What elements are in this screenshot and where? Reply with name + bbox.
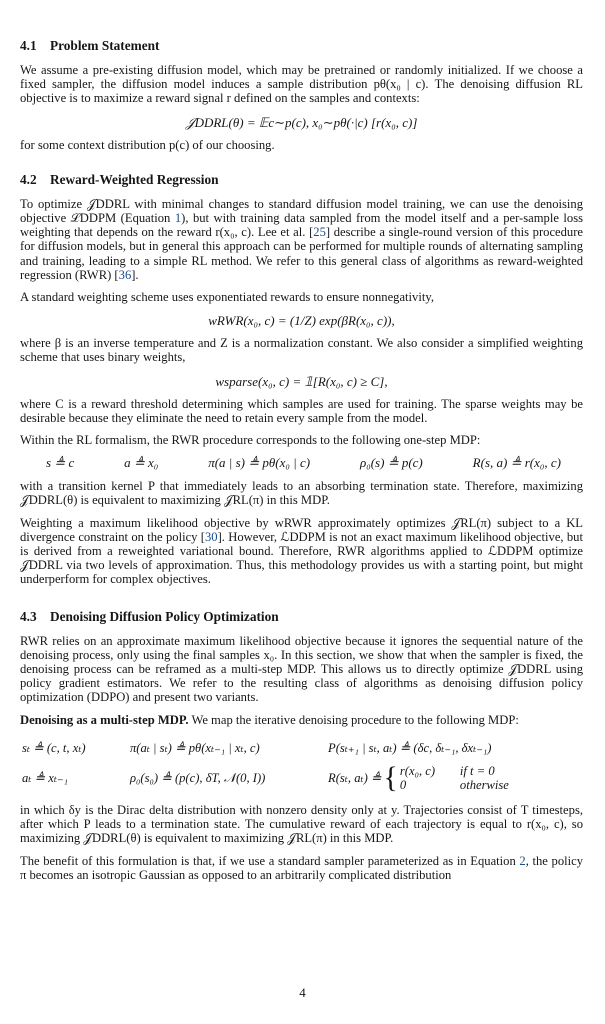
paragraph: Within the RL formalism, the RWR procedure corresponds to the following one-step MDP:	[20, 433, 481, 448]
paragraph: with a transition kernel P that immediately leads to an absorbing termination state. Therefore, maximizing 𝒥DDRL(θ) is equivalent to maximizing 𝒥RL(π) in this MDP.	[20, 479, 583, 508]
text-run: ].	[131, 267, 139, 282]
section-number: 4.3	[20, 608, 37, 624]
mdp-term: R(s, a) ≜ r(x₀, c)	[472, 455, 561, 471]
text-run: The benefit of this formulation is that, if we use a standard sampler parameterized as in Equation	[20, 853, 520, 868]
case-value: r(x₀, c)	[399, 763, 436, 778]
paragraph	[20, 197, 583, 282]
mdp-term: π(aₜ | sₜ) ≜ pθ(xₜ₋₁ | xₜ, c)	[130, 740, 260, 755]
text-run: To optimize 𝒥DDRL with minimal changes to standard diffusion model training, we can use the denoising objective ℒDDPM (Equation	[20, 196, 583, 226]
equation-rwr-weight: wRWR(x₀, c) = (1/Z) exp(βR(x₀, c)),	[208, 313, 395, 329]
section-number: 4.2	[20, 171, 37, 187]
mdp-term: aₜ ≜ xₜ₋₁	[22, 770, 68, 785]
mdp-term: sₜ ≜ (c, t, xₜ)	[22, 740, 86, 755]
section-heading-4-1	[20, 38, 583, 54]
paragraph	[20, 516, 583, 587]
paragraph: RWR relies on an approximate maximum likelihood objective because it ignores the sequential nature of the denoising process, only using the final samples x₀. In this section, we show that when the sampler is fixed, the denoising process can be reframed as a multi-step MDP. This allows us to directly optimize 𝒥DDRL using policy gradient estimators. We refer to the resulting class of algorithms as denoising diffusion policy optimization (DDPO) and present two variants.	[20, 633, 583, 705]
cases-block	[400, 764, 509, 792]
section-heading-4-3	[20, 609, 583, 625]
text-run: Weighting a maximum likelihood objective by wRWR approximately optimizes 𝒥RL(π) subject to a KL divergence constraint on the policy [	[20, 515, 583, 544]
equation-link[interactable]: 1	[174, 211, 182, 226]
mdp-row	[22, 735, 583, 761]
equation-objective: 𝒥DDRL(θ) = 𝔼c∼p(c), x₀∼pθ(·|c) [r(x₀, c)]	[185, 114, 418, 130]
equation-sparse-weight: wsparse(x₀, c) = 𝟙[R(x₀, c) ≥ C],	[215, 373, 388, 389]
mdp-row	[22, 761, 583, 795]
text-run: ]. However, ℒDDPM is not an exact maximum likelihood objective, but is derived from a reweighted variational bound. Therefore, RWR algorithms applied to ℒDDPM optimize 𝒥DDRL via two levels of approximation. Thus, this methodology provides us with a starting point, but might underperform for complex objectives.	[20, 529, 583, 587]
paragraph: where β is an inverse temperature and Z is a normalization constant. We also consider a simplified weighting scheme that uses binary weights,	[20, 336, 583, 365]
mdp-term: a ≜ x₀	[124, 455, 159, 471]
page-number: 4	[299, 985, 306, 1000]
text-run: We map the iterative denoising procedure to the following MDP:	[191, 712, 519, 727]
mdp-term: π(a | s) ≜ pθ(x₀ | c)	[208, 455, 311, 471]
citation-link[interactable]: 36	[118, 267, 132, 282]
paragraph: We assume a pre-existing diffusion model, which may be pretrained or randomly initialized. If we choose a fixed sampler, the diffusion model induces a sample distribution pθ(x₀ | c). The denoising diffusion RL objective is to maximize a reward signal r defined on the samples and contexts:	[20, 63, 583, 106]
one-step-mdp-definition	[46, 455, 561, 471]
mdp-term: ρ₀(s₀) ≜ (p(c), δT, 𝒩(0, I))	[130, 770, 266, 785]
run-in-heading: Denoising as a multi-step MDP.	[20, 712, 189, 727]
mdp-term: s ≜ c	[46, 455, 75, 471]
case-condition: if t = 0	[459, 763, 495, 778]
case-value: 0	[399, 777, 407, 792]
paragraph: A standard weighting scheme uses exponentiated rewards to ensure nonnegativity,	[20, 290, 434, 305]
paragraph	[20, 854, 583, 882]
mdp-term: R(sₜ, aₜ) ≜	[328, 770, 382, 785]
paragraph: for some context distribution p(c) of our choosing.	[20, 137, 275, 152]
page-content	[20, 38, 583, 890]
text-run: , the policy π becomes an isotropic Gaussian as opposed to an arbitrarily complicated distribution	[20, 853, 584, 882]
paragraph: in which δy is the Dirac delta distribution with nonzero density only at y. Trajectories consist of T timesteps, after which P leads to a termination state. The cumulative reward of each trajectory is equal to r(x₀, c), so maximizing 𝒥DDRL(θ) is equivalent to maximizing 𝒥RL(π) in this MDP.	[20, 802, 583, 846]
mdp-term: ρ₀(s) ≜ p(c)	[359, 455, 423, 471]
section-title: Problem Statement	[50, 38, 160, 53]
text-run: ] describe a single-round version of this procedure for diffusion models, but in general this approach can be performed for multiple rounds of alternating sampling and training, leading to a simple RL method. We refer to this general class of algorithms as reward-weighted regression (RWR) [	[20, 225, 584, 282]
mdp-term: P(sₜ₊₁ | sₜ, aₜ) ≜ (δc, δₜ₋₁, δxₜ₋₁)	[328, 740, 492, 755]
section-number: 4.1	[20, 38, 37, 53]
equation-link[interactable]: 2	[519, 853, 526, 868]
section-heading-4-2	[20, 172, 583, 188]
paragraph	[20, 713, 583, 727]
case-condition: otherwise	[459, 777, 509, 792]
reward-definition	[328, 760, 583, 794]
section-title: Denoising Diffusion Policy Optimization	[50, 608, 279, 624]
citation-link[interactable]: 30	[204, 529, 218, 544]
section-title: Reward-Weighted Regression	[50, 171, 219, 187]
left-brace: {	[383, 760, 398, 794]
citation-link[interactable]: 25	[313, 225, 326, 240]
multi-step-mdp-definition	[22, 735, 583, 795]
paragraph: where C is a reward threshold determining which samples are used for training. The sparse weights may be desirable because they eliminate the need to retain every sample from the model.	[20, 396, 583, 425]
text-run: ), but with training data sampled from the model itself and a per-sample loss weighting that depends on the reward r(x₀, c). Lee et al. [	[20, 211, 583, 240]
